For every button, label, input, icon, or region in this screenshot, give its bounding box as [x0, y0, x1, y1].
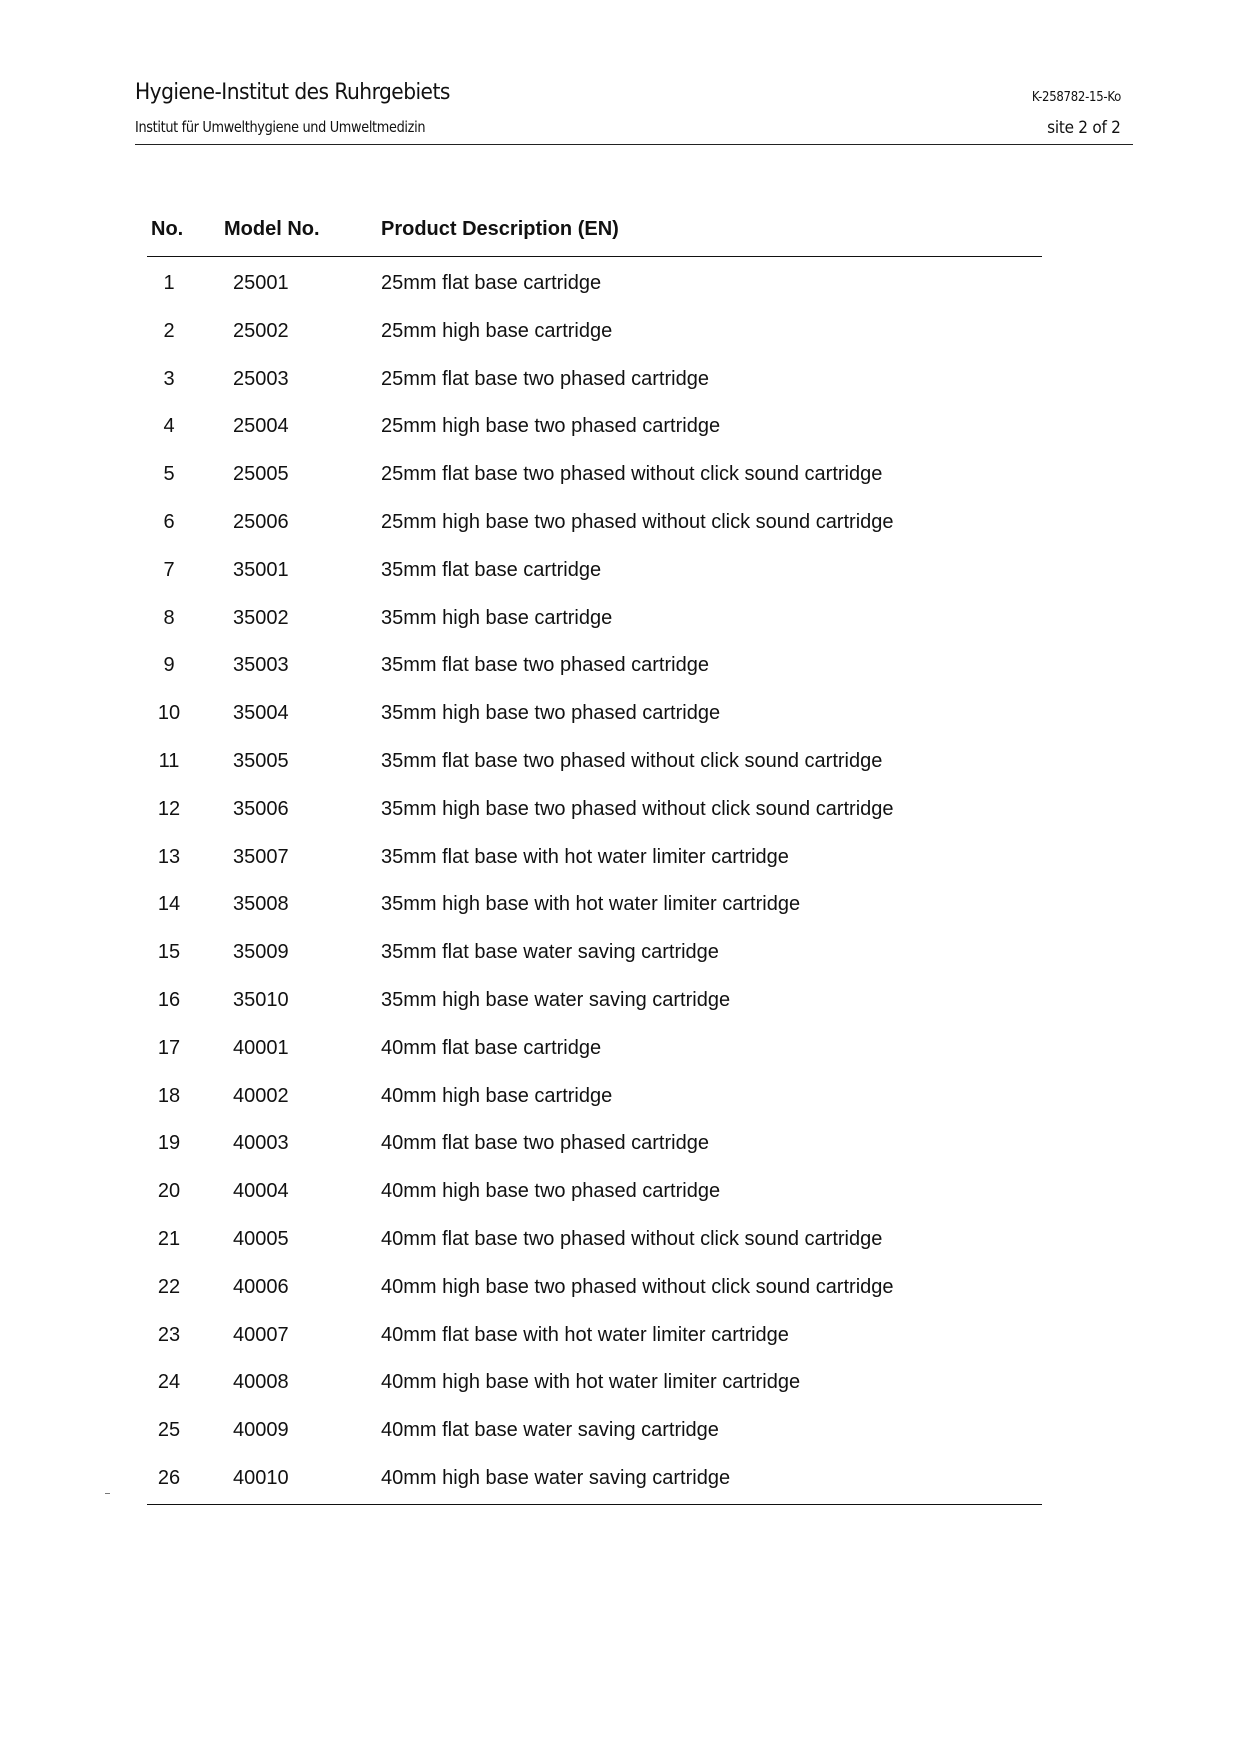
product-description: 25mm high base two phased without click sound cartridge — [381, 510, 894, 533]
table-body — [147, 257, 1042, 1505]
row-number: 13 — [157, 845, 181, 868]
table-row — [147, 1074, 1042, 1122]
page-header — [135, 78, 1133, 145]
product-description: 25mm high base cartridge — [381, 319, 613, 342]
table-row — [147, 596, 1042, 644]
row-number: 6 — [163, 510, 175, 533]
row-number: 10 — [157, 702, 181, 725]
institute-name: Hygiene-Institut des Ruhrgebiets — [135, 80, 450, 105]
product-description: 25mm high base two phased cartridge — [381, 415, 721, 438]
model-number: 25005 — [233, 463, 289, 486]
model-number: 40002 — [233, 1084, 289, 1107]
product-description: 25mm flat base cartridge — [381, 272, 602, 294]
table-row — [147, 643, 1042, 691]
table-row — [147, 835, 1042, 883]
model-number: 35010 — [233, 988, 289, 1011]
document-reference: K-258782-15-Ko — [1031, 90, 1121, 105]
row-number: 1 — [163, 272, 175, 294]
row-number: 5 — [163, 463, 175, 486]
row-number: 2 — [163, 319, 175, 342]
product-description: 40mm flat base cartridge — [381, 1036, 602, 1059]
model-number: 25001 — [233, 272, 289, 294]
model-number: 35005 — [233, 749, 289, 772]
table-row — [147, 1026, 1042, 1074]
row-number: 3 — [163, 367, 175, 390]
table-header — [147, 210, 1042, 257]
row-number: 14 — [157, 893, 181, 916]
row-number: 17 — [157, 1036, 181, 1059]
row-number: 18 — [157, 1084, 181, 1107]
table-row — [147, 1456, 1042, 1504]
product-description: 35mm high base two phased without click sound cartridge — [381, 797, 894, 820]
model-number: 40007 — [233, 1323, 289, 1346]
row-number: 23 — [157, 1323, 181, 1346]
header-no: No. — [151, 218, 184, 240]
model-number: 25004 — [233, 415, 289, 438]
table-row — [147, 1265, 1042, 1313]
product-description: 35mm flat base cartridge — [381, 558, 602, 581]
product-description: 40mm flat base with hot water limiter cartridge — [381, 1323, 789, 1346]
product-description: 40mm flat base water saving cartridge — [381, 1419, 719, 1442]
product-description: 25mm flat base two phased cartridge — [381, 367, 709, 390]
model-number: 40004 — [233, 1180, 289, 1203]
product-description: 35mm flat base water saving cartridge — [381, 941, 719, 964]
model-number: 40009 — [233, 1419, 289, 1442]
table-row — [147, 357, 1042, 405]
table-row — [147, 309, 1042, 357]
product-description: 40mm flat base two phased without click sound cartridge — [381, 1227, 883, 1250]
header-model-no: Model No. — [224, 218, 320, 240]
model-number: 25002 — [233, 319, 289, 342]
table-row — [147, 404, 1042, 452]
table-row — [147, 787, 1042, 835]
table-row — [147, 261, 1042, 309]
table-row — [147, 1360, 1042, 1408]
product-table — [147, 210, 1042, 1505]
model-number: 35003 — [233, 654, 289, 677]
product-description: 35mm flat base with hot water limiter cartridge — [381, 845, 789, 868]
row-number: 19 — [157, 1132, 181, 1155]
model-number: 35004 — [233, 702, 289, 725]
model-number: 35008 — [233, 893, 289, 916]
model-number: 35009 — [233, 941, 289, 964]
institute-subtitle: Institut für Umwelthygiene und Umweltmedizin — [135, 118, 426, 136]
row-number: 26 — [157, 1466, 181, 1489]
product-description: 40mm high base cartridge — [381, 1084, 613, 1107]
table-row — [147, 1217, 1042, 1265]
model-number: 35001 — [233, 558, 289, 581]
row-number: 22 — [157, 1275, 181, 1298]
header-description: Product Description (EN) — [381, 218, 619, 240]
table-row — [147, 739, 1042, 787]
table-row — [147, 1121, 1042, 1169]
model-number: 35007 — [233, 845, 289, 868]
table-row — [147, 500, 1042, 548]
model-number: 25003 — [233, 367, 289, 390]
model-number: 25006 — [233, 510, 289, 533]
model-number: 40001 — [233, 1036, 289, 1059]
page-number: site 2 of 2 — [1047, 118, 1121, 138]
model-number: 35006 — [233, 797, 289, 820]
table-row — [147, 978, 1042, 1026]
product-description: 40mm high base with hot water limiter cartridge — [381, 1371, 801, 1394]
table-row — [147, 691, 1042, 739]
product-description: 35mm high base with hot water limiter cartridge — [381, 893, 801, 916]
row-number: 25 — [157, 1419, 181, 1442]
row-number: 15 — [157, 941, 181, 964]
model-number: 35002 — [233, 606, 289, 629]
row-number: 8 — [163, 606, 175, 629]
table-row — [147, 1313, 1042, 1361]
product-description: 40mm flat base two phased cartridge — [381, 1132, 709, 1155]
table-row — [147, 452, 1042, 500]
row-number: 4 — [163, 415, 175, 438]
table-row — [147, 1169, 1042, 1217]
row-number: 16 — [157, 988, 181, 1011]
model-number: 40006 — [233, 1275, 289, 1298]
model-number: 40003 — [233, 1132, 289, 1155]
model-number: 40005 — [233, 1227, 289, 1250]
product-description: 40mm high base water saving cartridge — [381, 1466, 731, 1489]
row-number: 20 — [157, 1180, 181, 1203]
product-description: 40mm high base two phased cartridge — [381, 1180, 721, 1203]
row-number: 21 — [157, 1227, 181, 1250]
row-number: 7 — [163, 558, 175, 581]
row-number: 24 — [157, 1371, 181, 1394]
product-description: 40mm high base two phased without click sound cartridge — [381, 1275, 894, 1298]
product-description: 35mm flat base two phased without click sound cartridge — [381, 749, 883, 772]
table-row — [147, 1408, 1042, 1456]
product-description: 25mm flat base two phased without click sound cartridge — [381, 463, 883, 486]
product-description: 35mm high base cartridge — [381, 606, 613, 629]
row-number: 11 — [158, 749, 180, 772]
model-number: 40008 — [233, 1371, 289, 1394]
table-row — [147, 882, 1042, 930]
product-description: 35mm flat base two phased cartridge — [381, 654, 709, 677]
margin-mark — [105, 1493, 110, 1494]
product-description: 35mm high base water saving cartridge — [381, 988, 731, 1011]
product-description: 35mm high base two phased cartridge — [381, 702, 721, 725]
model-number: 40010 — [233, 1466, 289, 1489]
table-row — [147, 930, 1042, 978]
row-number: 9 — [163, 654, 175, 677]
row-number: 12 — [157, 797, 181, 820]
table-row — [147, 548, 1042, 596]
